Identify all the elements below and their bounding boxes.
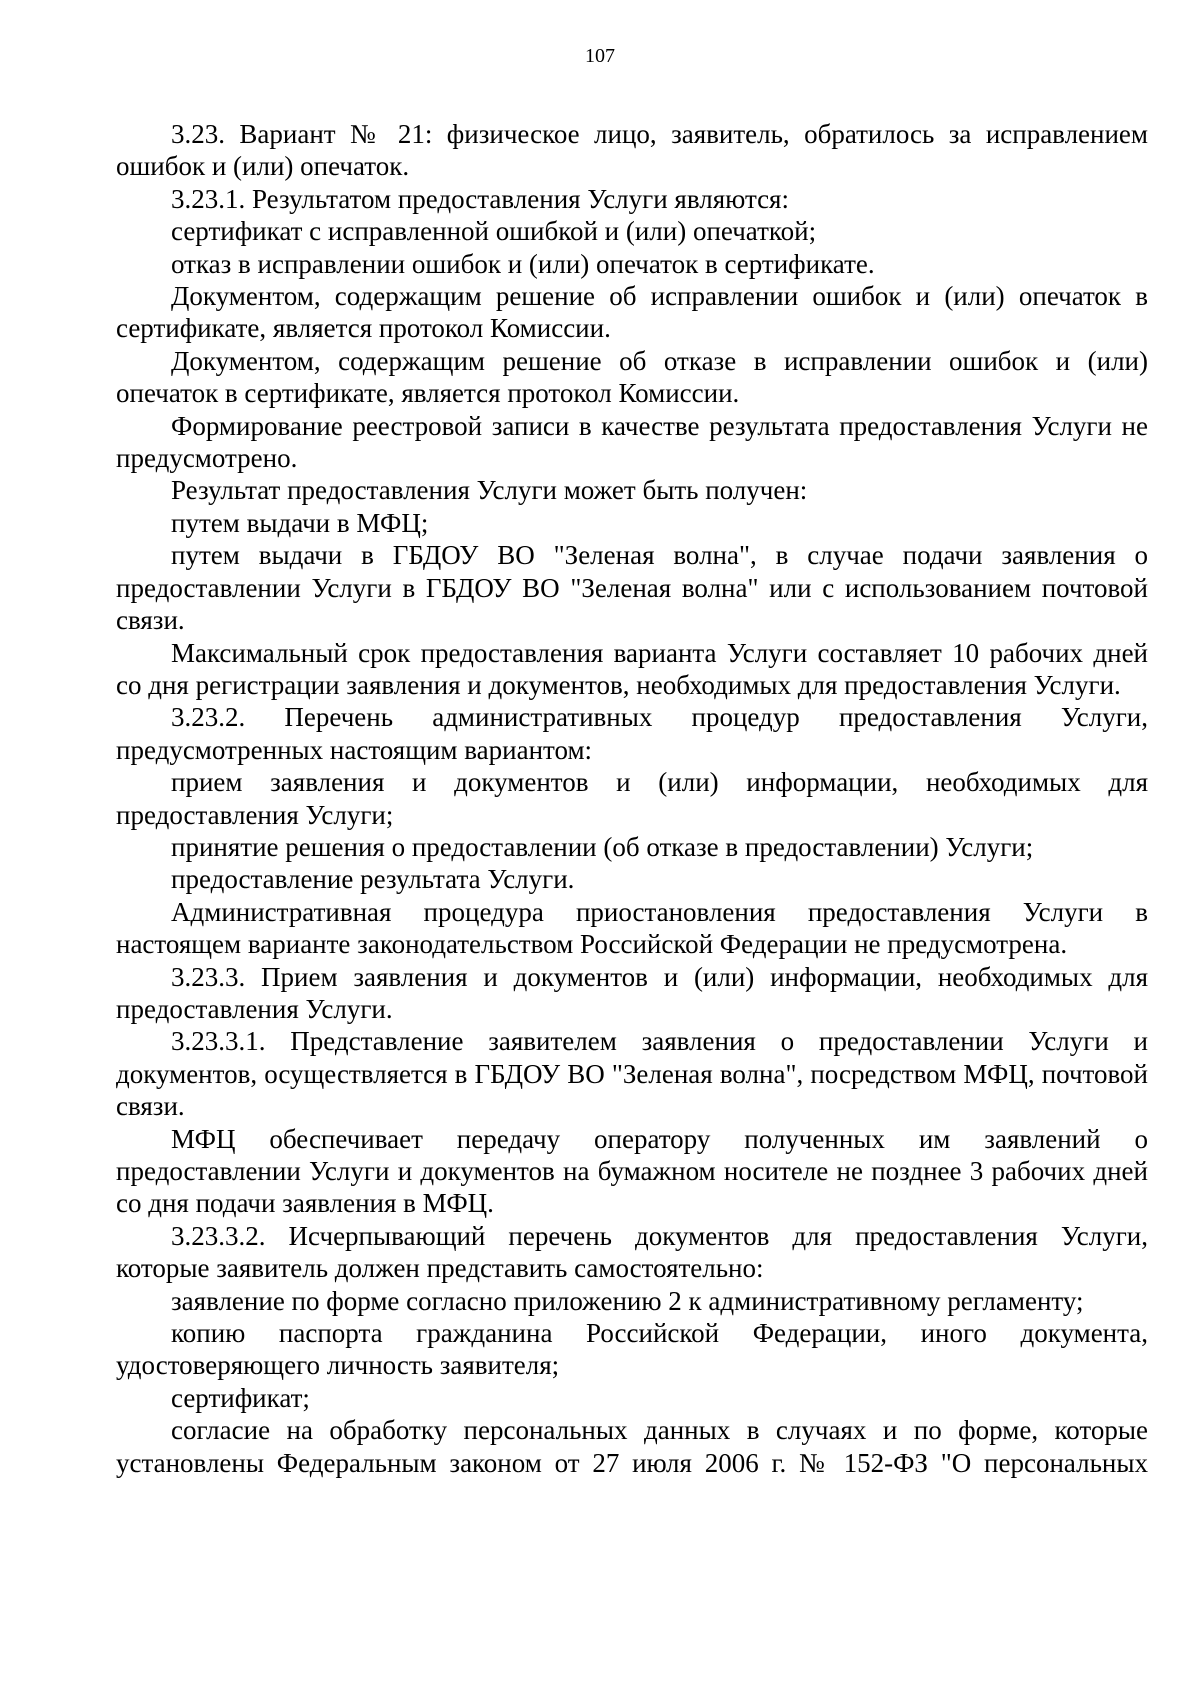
paragraph: 3.23. Вариант № 21: физическое лицо, заявитель, обратилось за исправлением ошибок и (или) опечаток.	[116, 119, 1148, 182]
paragraph: принятие решения о предоставлении (об отказе в предоставлении) Услуги;	[171, 831, 1034, 862]
paragraph: Административная процедура приостановления предоставления Услуги в настоящем варианте законодательством Российской Федерации не предусмотрена.	[116, 896, 1148, 960]
paragraph: МФЦ обеспечивает передачу оператору полученных им заявлений о предоставлении Услуги и документов на бумажном носителе не позднее 3 рабочих дней со дня подачи заявления в МФЦ.	[116, 1123, 1148, 1219]
paragraph: предоставление результата Услуги.	[171, 864, 575, 895]
paragraph: согласие на обработку персональных данных в случаях и по форме, которые установлены Федеральным законом от 27 июля 2006 г. № 152-ФЗ "О персональных	[116, 1415, 1148, 1478]
paragraph: 3.23.3.1. Представление заявителем заявления о предоставлении Услуги и документов, осуществляется в ГБДОУ ВО "Зеленая волна", посредством МФЦ, почтовой связи.	[116, 1026, 1148, 1122]
paragraph: Результат предоставления Услуги может быть получен:	[171, 475, 808, 506]
page-number: 107	[585, 45, 615, 67]
paragraph: копию паспорта гражданина Российской Федерации, иного документа, удостоверяющего личность заявителя;	[116, 1318, 1148, 1381]
paragraph: 3.23.2. Перечень административных процедур предоставления Услуги, предусмотренных настоящим вариантом:	[116, 702, 1148, 765]
paragraph: сертификат;	[171, 1382, 310, 1413]
paragraph: путем выдачи в ГБДОУ ВО "Зеленая волна", в случае подачи заявления о предоставлении Услуги в ГБДОУ ВО "Зеленая волна" или с использованием почтовой связи.	[116, 540, 1148, 636]
paragraph: 3.23.1. Результатом предоставления Услуги являются:	[171, 183, 789, 214]
paragraph: 3.23.3. Прием заявления и документов и (или) информации, необходимых для предоставления Услуги.	[116, 961, 1148, 1024]
paragraph: заявление по форме согласно приложению 2 к административному регламенту;	[171, 1285, 1084, 1316]
paragraph: Документом, содержащим решение об отказе в исправлении ошибок и (или) опечаток в сертификате, является протокол Комиссии.	[116, 345, 1148, 409]
paragraph: отказ в исправлении ошибок и (или) опечаток в сертификате.	[171, 248, 875, 279]
paragraph: сертификат с исправленной ошибкой и (или) опечаткой;	[171, 216, 817, 247]
paragraph: путем выдачи в МФЦ;	[171, 507, 429, 538]
document-body	[116, 118, 1148, 1479]
paragraph: Документом, содержащим решение об исправлении ошибок и (или) опечаток в сертификате, является протокол Комиссии.	[116, 281, 1148, 344]
paragraph: Формирование реестровой записи в качестве результата предоставления Услуги не предусмотрено.	[116, 410, 1148, 474]
paragraph: 3.23.3.2. Исчерпывающий перечень документов для предоставления Услуги, которые заявитель должен представить самостоятельно:	[116, 1220, 1148, 1284]
paragraph: Максимальный срок предоставления варианта Услуги составляет 10 рабочих дней со дня регистрации заявления и документов, необходимых для предоставления Услуги.	[116, 637, 1148, 700]
paragraph: прием заявления и документов и (или) информации, необходимых для предоставления Услуги;	[116, 767, 1148, 830]
